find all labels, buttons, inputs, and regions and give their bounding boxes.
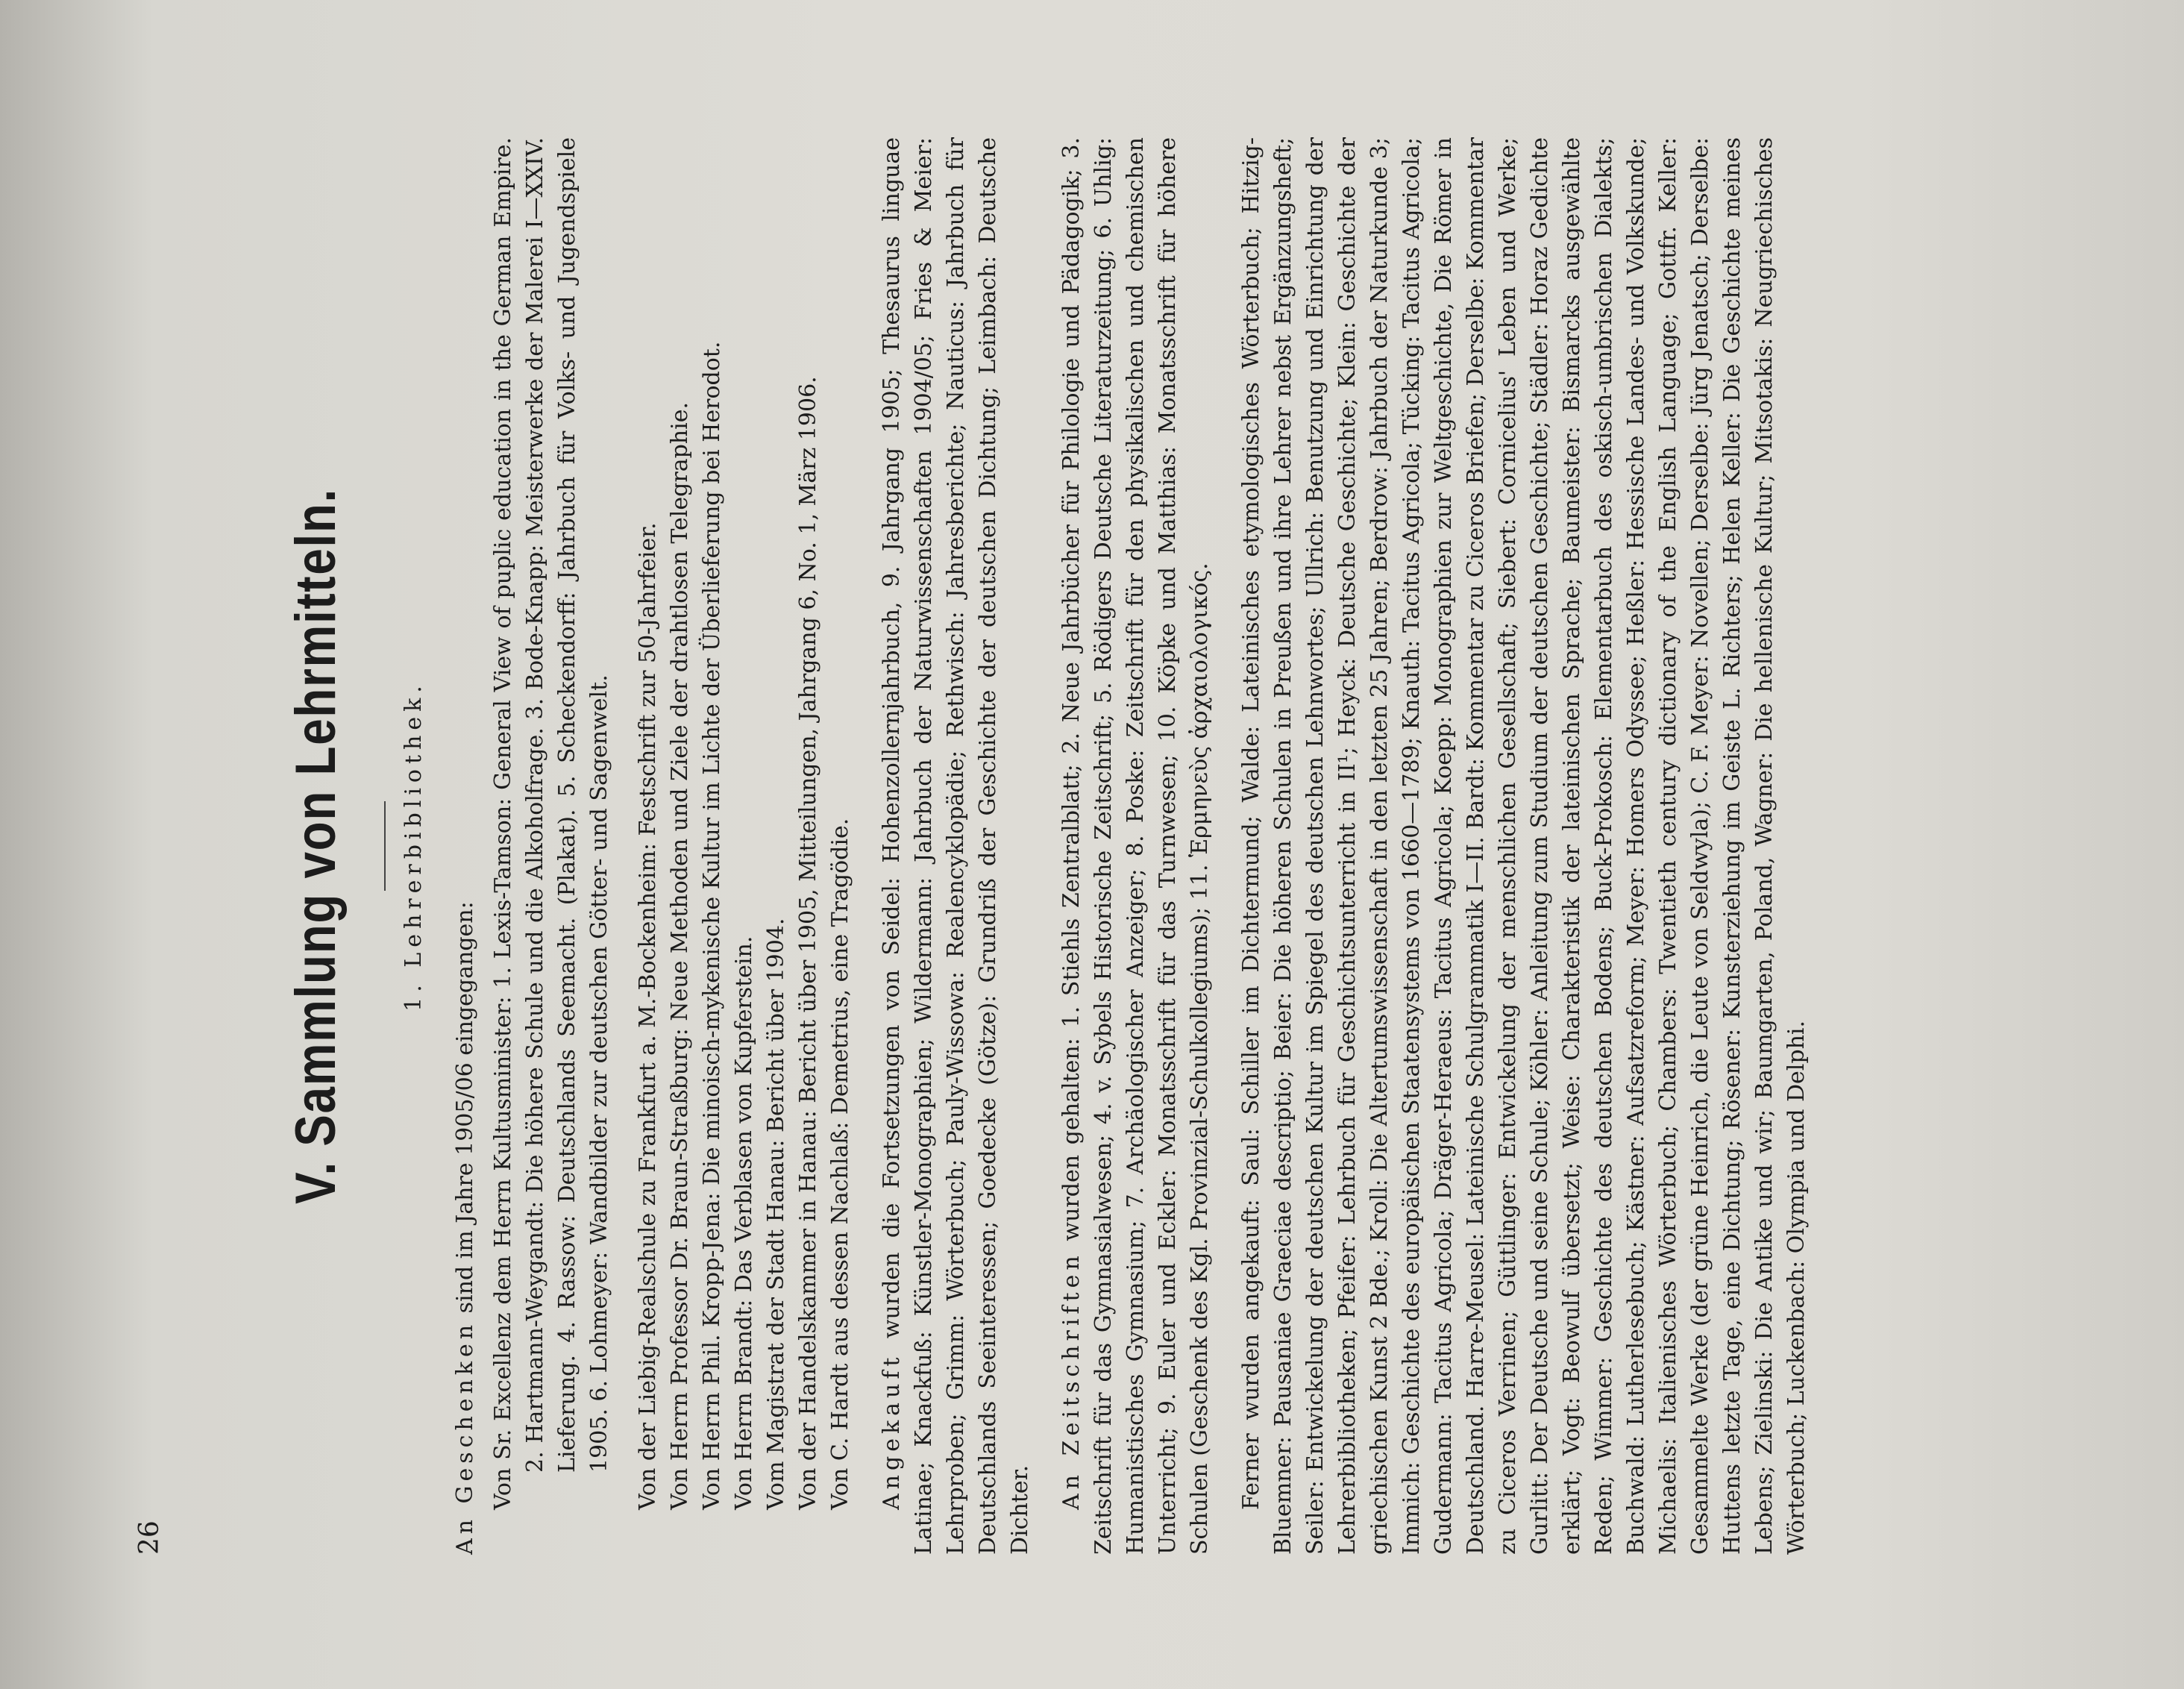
- gift-item: Von Herrn Phil. Kropp-Jena: Die minoisch-mykenische Kultur im Lichte der Überlieferung bei Herodot.: [699, 341, 725, 1510]
- gifts-intro-rest: sind im Jahre 1905/06 eingegangen:: [452, 901, 478, 1320]
- page-heading: V. Sammlung von Lehrmitteln.: [284, 488, 348, 1204]
- periodicals-lead: An Zeitschriften: [1058, 1251, 1085, 1510]
- purchased-text: wurden die Fortsetzungen von Seidel: Hohenzollernjahrbuch, 9. Jahrgang 1905; Thesaurus linguae Latinae; Knackfuß: Künstler-Monographien; Wildermann: Jahrbuch der Naturwissenschaften 1904/05; Fries & Meier: Lehrproben; Grimm: Wörterbuch; Pauly-Wissowa: Realencyklopädie; Rethwisch: Jahresberichte; Nauticus: Jahrbuch für Deutschlands Seeinteressen; Goedecke (Götze): Grundriß der Geschichte der deutschen Dichtung; Leimbach: Deutsche Dichter.: [879, 137, 1033, 1555]
- purchased-lead: Angekauft: [879, 1353, 905, 1510]
- page-number: 26: [134, 1520, 165, 1555]
- section-subheading: 1. Lehrerbibliothek.: [401, 680, 427, 1012]
- gift-item: Von Herrn Professor Dr. Braun-Straßburg: Neue Methoden und Ziele der drahtlosen Telegraphie.: [667, 402, 693, 1510]
- further-lead: Ferner wurden angekauft:: [1238, 1199, 1264, 1510]
- gift-minister: Von Sr. Excellenz dem Herrn Kultusminister: 1. Lexis-Tamson: General View of puplic education in the German Empire. 2. Hartmann-Weygandt: Die höhere Schule und die Alkoholfrage. 3. Bode-Knapp: Meisterwerke der Malerei I—XXIV. Lieferung. 4. Rassow: Deutschlands Seemacht. (Plakat). 5. Scheckendorff: Jahrbuch für Volks- und Jugendspiele 1905. 6. Lohmeyer: Wandbilder zur deutschen Götter- und Sagenwelt.: [490, 137, 612, 1510]
- document-page: [134, 137, 2074, 1555]
- gift-item: Von Herrn Brandt: Das Verblasen von Kupferstein.: [731, 936, 757, 1510]
- further-text: Saul: Schiller im Dichtermund; Walde: Lateinisches etymologisches Wörterbuch; Hitzig-Bluemner: Pausaniae Graeciae descriptio; Beier: Die höheren Schulen in Preußen und ihre Lehrer nebst Ergänzungsheft; Seiler: Entwickelung der deutschen Kultur im Spiegel des deutschen Lehnwortes; Ullrich: Benutzung und Einrichtung der Lehrerbibliotheken; Pfeifer: Lehrbuch für Geschichtsunterricht in II¹; Heyck: Deutsche Geschichte; Klein: Geschichte der griechischen Kunst 2 Bde.; Kroll: Die Altertumswissenschaft in den letzten 25 Jahren; Berdrow: Jahrbuch der Naturkunde 3; Immich: Geschichte des europäischen Staatensystems von 1660—1789; Knauth: Tacitus Agricola; Tücking: Tacitus Agricola; Gudermann: Tacitus Agricola; Dräger-Heraeus: Tacitus Agricola; Koepp: Monographien zur Weltgeschichte, Die Römer in Deutschland. Harre-Meusel: Lateinische Schulgrammatik I—II. Bardt: Kommentar zu Ciceros Briefen; Derselbe: Kommentar zu Ciceros Verrinen; Güttlinger: Entwickelung der menschlichen Gesellschaft; Siebert: Cornicelius' Leben und Werke; Gurlitt: Der Deutsche und seine Schule; Köhler: Anleitung zum Studium der deutschen Geschichte; Städler: Horaz Gedichte erklärt; Vogt: Beowulf übersetzt; Weise: Charakteristik der lateinischen Sprache; Baumeister: Bismarcks ausgewählte Reden; Wimmer: Geschichte des deutschen Bodens; Buck-Prokosch: Elementarbuch des oskisch-umbrischen Dialekts; Buchwald: Lutherlesebuch; Kästner: Aufsatzreform; Meyer: Homers Odyssee; Heßler: Hessische Landes- und Volkskunde; Michaelis: Italienisches Wörterbuch; Chambers: Twentieth century dictionary of the English Language; Gottfr. Keller: Gesammelte Werke (der grüne Heinrich, die Leute von Seldwyla); C. F. Meyer: Novellen; Derselbe: Jürg Jenatsch; Derselbe: Huttens letzte Tage, eine Dichtung; Rösener: Kunsterziehung im Geiste L. Richters; Helen Keller: Die Geschichte meines Lebens; Zielinski: Die Antike und wir; Baumgarten, Poland, Wagner: Die hellenische Kultur; Mitsotakis: Neugriechisches Wörterbuch; Luckenbach: Olympia und Delphi.: [1238, 137, 1810, 1555]
- gift-item: Von der Liebig-Realschule zu Frankfurt a. M.-Bockenheim: Festschrift zur 50-Jahrfeier.: [635, 522, 661, 1510]
- gifts-intro-lead: An Geschenken: [452, 1320, 478, 1555]
- gifts-intro: [449, 137, 481, 1555]
- purchased-paragraph: [876, 137, 1036, 1555]
- further-paragraph: [1235, 137, 1813, 1555]
- periodicals-text: wurden gehalten: 1. Stiehls Zentralblatt; 2. Neue Jahrbücher für Philologie und Pädagogik; 3. Zeitschrift für das Gymnasialwesen; 4. v. Sybels Historische Zeitschrift; 5. Rödigers Deutsche Literaturzeitung; 6. Uhlig: Humanistisches Gymnasium; 7. Archäologischer Anzeiger; 8. Poske: Zeitschrift für den physikalischen und chemischen Unterricht; 9. Euler und Eckler: Monatsschrift für das Turnwesen; 10. Köpke und Matthias: Monatsschrift für höhere Schulen (Geschenk des Kgl. Provinzial-Schulkollegiums); 11. Ἑρμηνεὺς ἀρχαιολογικός.: [1058, 137, 1213, 1555]
- gift-item: Von der Handelskammer in Hanau: Bericht über 1905, Mitteilungen, Jahrgang 6, No. 1, März 1906.: [795, 376, 821, 1510]
- heading-divider: [384, 801, 386, 891]
- gift-item: Vom Magistrat der Stadt Hanau: Bericht über 1904.: [763, 918, 789, 1510]
- gifts-list: [487, 137, 856, 1555]
- gift-item: Von C. Hardt aus dessen Nachlaß: Demetrius, eine Tragödie.: [827, 818, 853, 1510]
- periodicals-paragraph: [1055, 137, 1216, 1555]
